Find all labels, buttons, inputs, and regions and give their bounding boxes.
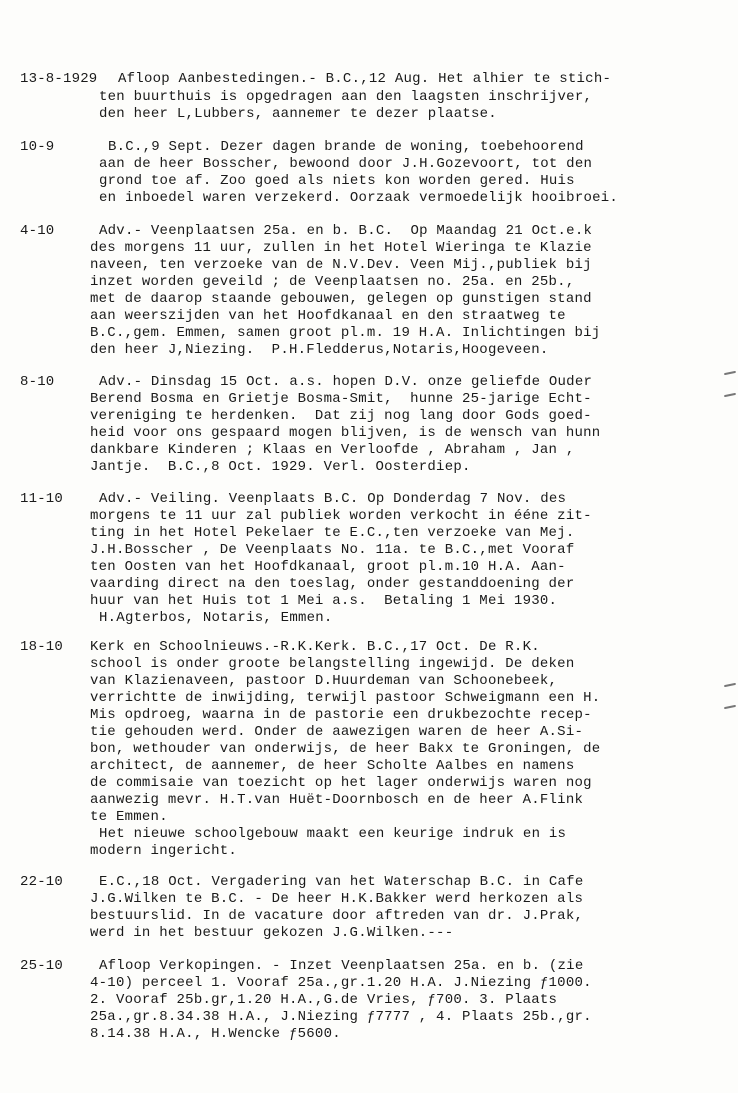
entry-date: 8-10 xyxy=(20,374,55,390)
entry-text-line: J.G.Wilken te B.C. - De heer H.K.Bakker werd herkozen als xyxy=(90,891,584,907)
entry-text-line: 25a.,gr.8.34.38 H.A., J.Niezing ƒ7777 , 4. Plaats 25b.,gr. xyxy=(90,1009,592,1025)
entry-text-line: Jantje. B.C.,8 Oct. 1929. Verl. Oosterdiep. xyxy=(90,459,471,475)
entry-text-line: met de daarop staande gebouwen, gelegen op gunstigen stand xyxy=(90,291,592,307)
entry-text-line: school is onder groote belangstelling ingewijd. De deken xyxy=(90,656,575,672)
entry-text-line: aan weerszijden van het Hoofdkanaal en den straatweg te xyxy=(90,308,566,324)
scan-mark xyxy=(724,705,736,709)
entry-text-line: Afloop Aanbestedingen.- B.C.,12 Aug. Het alhier te stich- xyxy=(118,71,612,87)
entry-text-line: naveen, ten verzoeke van de N.V.Dev. Veen Mij.,publiek bij xyxy=(90,257,592,273)
entry-text-line: huur van het Huis tot 1 Mei a.s. Betaling 1 Mei 1930. xyxy=(90,593,558,609)
entry-text-line: aanwezig mevr. H.T.van Huët-Doornbosch en de heer A.Flink xyxy=(90,792,584,808)
entry-text-line: dankbare Kinderen ; Klaas en Verloofde , Abraham , Jan , xyxy=(90,442,575,458)
scan-mark xyxy=(724,371,736,375)
entry-text-line: morgens te 11 uur zal publiek worden verkocht in ééne zit- xyxy=(90,508,592,524)
entry-text-line: Adv.- Dinsdag 15 Oct. a.s. hopen D.V. onze geliefde Ouder xyxy=(99,374,593,390)
entry-date: 10-9 xyxy=(20,139,55,155)
entry-text-line: Het nieuwe schoolgebouw maakt een keurige indruk en is xyxy=(99,826,567,842)
entry-date: 18-10 xyxy=(20,639,64,655)
entry-text-line: den heer J,Niezing. P.H.Fledderus,Notaris,Hoogeveen. xyxy=(90,342,549,358)
entry-text-line: bestuurslid. In de vacature door aftreden van dr. J.Prak, xyxy=(90,908,584,924)
scan-mark xyxy=(724,393,736,397)
entry-text-line: Kerk en Schoolnieuws.-R.K.Kerk. B.C.,17 Oct. De R.K. xyxy=(90,639,540,655)
entry-text-line: E.C.,18 Oct. Vergadering van het Waterschap B.C. in Cafe xyxy=(99,874,584,890)
entry-date: 4-10 xyxy=(20,223,55,239)
entry-text-line: tie gehouden werd. Onder de aawezigen waren de heer A.Si- xyxy=(90,724,584,740)
entry-text-line: Mis opdroeg, waarna in de pastorie een drukbezochte recep- xyxy=(90,707,592,723)
entry-text-line: bon, wethouder van onderwijs, de heer Bakx te Groningen, de xyxy=(90,741,601,757)
entry-date: 22-10 xyxy=(20,874,64,890)
entry-date: 25-10 xyxy=(20,958,64,974)
entry-text-line: heid voor ons gespaard mogen blijven, is de wensch van hunn xyxy=(90,425,601,441)
entry-text-line: 2. Vooraf 25b.gr,1.20 H.A.,G.de Vries, ƒ700. 3. Plaats xyxy=(90,992,558,1008)
entry-text-line: 4-10) perceel 1. Vooraf 25a.,gr.1.20 H.A. J.Niezing ƒ1000. xyxy=(90,975,592,991)
entry-text-line: modern ingericht. xyxy=(90,843,238,859)
entry-text-line: de commisaie van toezicht op het lager onderwijs waren nog xyxy=(90,775,592,791)
entry-text-line: grond toe af. Zoo goed als niets kon worden gered. Huis xyxy=(99,173,575,189)
entry-text-line: ten Oosten van het Hoofdkanaal, groot pl.m.10 H.A. Aan- xyxy=(90,559,566,575)
entry-date: 13-8-1929 xyxy=(20,71,98,87)
entry-text-line: architect, de aannemer, de heer Scholte Aalbes en namens xyxy=(90,758,575,774)
entry-text-line: Berend Bosma en Grietje Bosma-Smit, hunne 25-jarige Echt- xyxy=(90,391,592,407)
entry-text-line: aan de heer Bosscher, bewoond door J.H.Gozevoort, tot den xyxy=(99,156,593,172)
entry-text-line: vereniging te herdenken. Dat zij nog lang door Gods goed- xyxy=(90,408,592,424)
entry-text-line: H.Agterbos, Notaris, Emmen. xyxy=(99,610,333,626)
entry-text-line: den heer L,Lubbers, aannemer te dezer plaatse. xyxy=(99,106,497,122)
entry-text-line: werd in het bestuur gekozen J.G.Wilken.--- xyxy=(90,925,454,941)
entry-text-line: van Klazienaveen, pastoor D.Huurdeman van Schoonebeek, xyxy=(90,673,558,689)
entry-text-line: te Emmen. xyxy=(90,809,168,825)
entry-text-line: inzet worden geveild ; de Veenplaatsen no. 25a. en 25b., xyxy=(90,274,575,290)
entry-text-line: J.H.Bosscher , De Veenplaats No. 11a. te B.C.,met Vooraf xyxy=(90,542,575,558)
entry-text-line: vaarding direct na den toeslag, onder gestanddoening der xyxy=(90,576,575,592)
entry-text-line: Adv.- Veiling. Veenplaats B.C. Op Donderdag 7 Nov. des xyxy=(99,491,567,507)
entry-text-line: Adv.- Veenplaatsen 25a. en b. B.C. Op Maandag 21 Oct.e.k xyxy=(99,223,593,239)
scan-mark xyxy=(724,683,736,687)
entry-text-line: 8.14.38 H.A., H.Wencke ƒ5600. xyxy=(90,1026,341,1042)
entry-text-line: des morgens 11 uur, zullen in het Hotel Wieringa te Klazie xyxy=(90,240,592,256)
entry-text-line: ting in het Hotel Pekelaer te E.C.,ten verzoeke van Mej. xyxy=(90,525,575,541)
entry-text-line: en inboedel waren verzekerd. Oorzaak vermoedelijk hooibroei. xyxy=(99,190,619,206)
entry-text-line: B.C.,gem. Emmen, samen groot pl.m. 19 H.A. Inlichtingen bij xyxy=(90,325,601,341)
entry-text-line: verrichtte de inwijding, terwijl pastoor Schweigmann een H. xyxy=(90,690,601,706)
entry-date: 11-10 xyxy=(20,491,64,507)
entry-text-line: B.C.,9 Sept. Dezer dagen brande de woning, toebehoorend xyxy=(108,139,584,155)
entry-text-line: ten buurthuis is opgedragen aan den laagsten inschrijver, xyxy=(99,89,593,105)
entry-text-line: Afloop Verkopingen. - Inzet Veenplaatsen 25a. en b. (zie xyxy=(99,958,584,974)
